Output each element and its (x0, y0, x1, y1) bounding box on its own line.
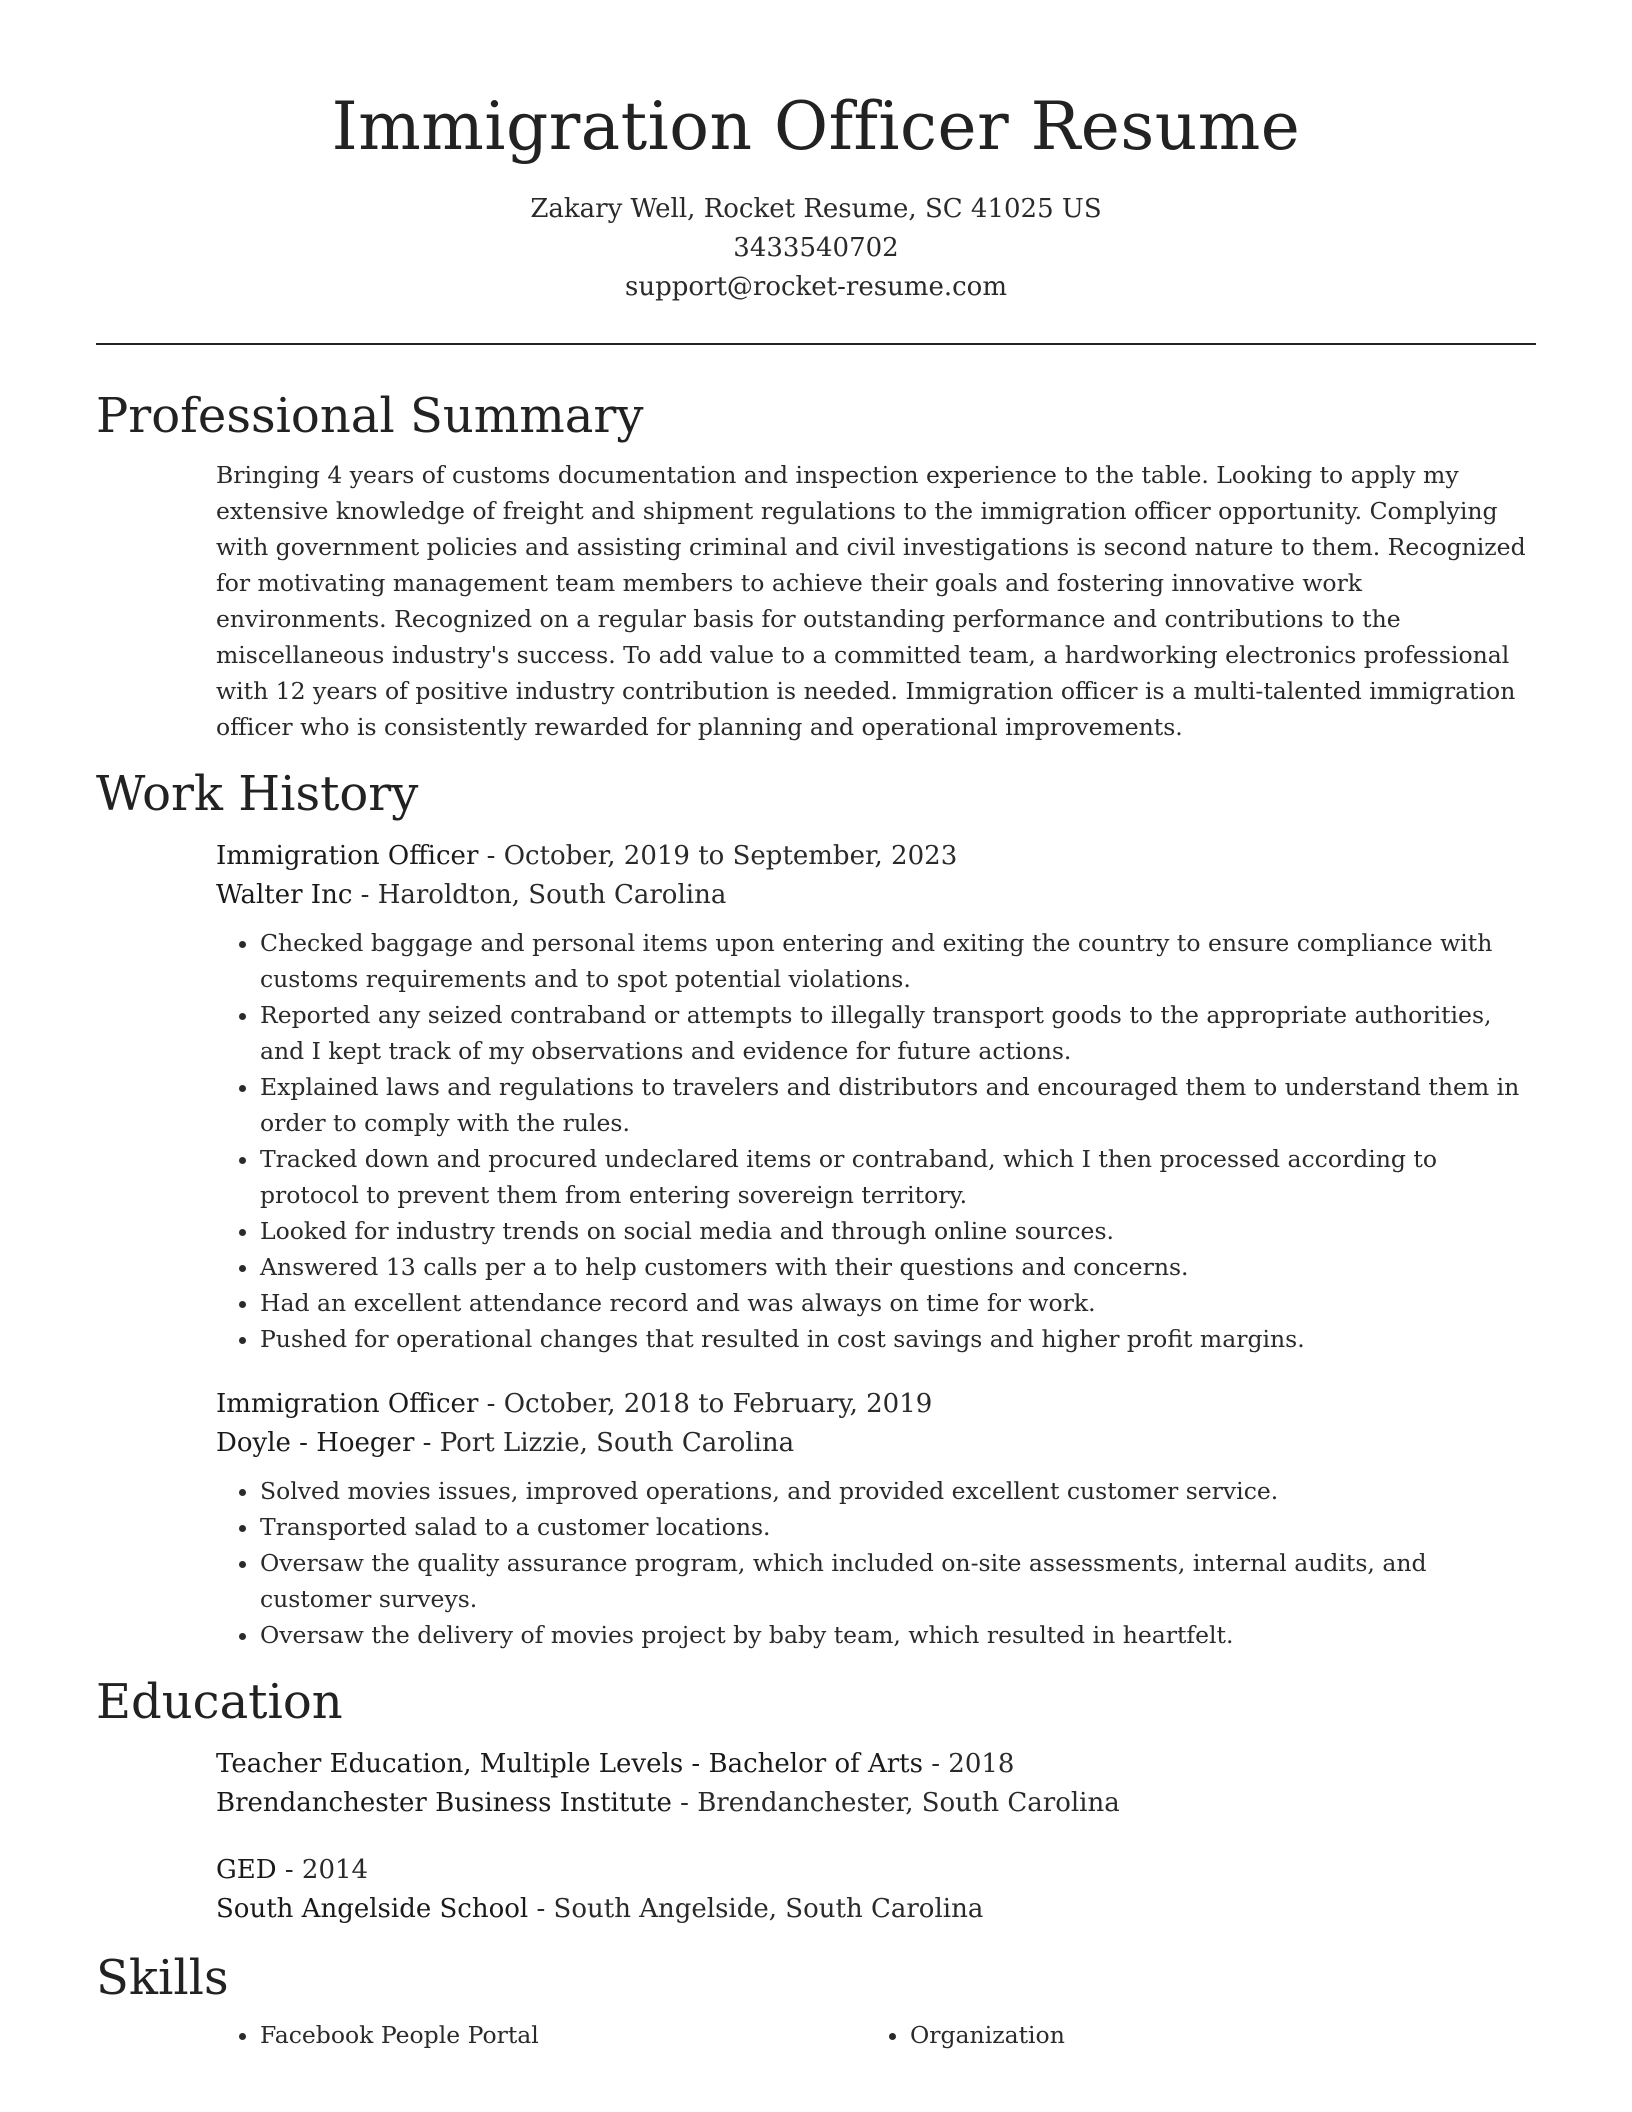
work-history-heading: Work History (96, 766, 419, 822)
skills-left-column (216, 2017, 866, 2053)
education-school: Brendanchester Business Institute (216, 1788, 672, 1818)
education-school-line (216, 1890, 1536, 1929)
job-company: Doyle - Hoeger (216, 1428, 415, 1458)
job-company-line (216, 1424, 1536, 1463)
job-bullets (216, 925, 1536, 1357)
job-bullets (216, 1473, 1536, 1653)
education-year: - 2014 (276, 1855, 369, 1885)
job-title-line (216, 837, 1536, 876)
job-location: - Port Lizzie, South Carolina (414, 1428, 795, 1458)
resume-page (96, 0, 1536, 2053)
education-degree: Teacher Education, Multiple Levels - Bachelor of Arts (216, 1749, 923, 1779)
job-dates: - October, 2019 to September, 2023 (478, 841, 958, 871)
job-title-line (216, 1385, 1536, 1424)
job-bullet: • Tracked down and procured undeclared items or contraband, which I then processed according to protocol to prevent them from entering sovereign territory. (260, 1141, 1536, 1213)
job-company-line (216, 876, 1536, 915)
job-bullet: • Had an excellent attendance record and was always on time for work. (260, 1285, 1536, 1321)
job-bullet: • Transported salad to a customer locations. (260, 1509, 1536, 1545)
job-title: Immigration Officer (216, 1389, 479, 1419)
education-year: - 2018 (922, 1749, 1015, 1779)
contact-block (96, 190, 1536, 307)
summary-heading: Professional Summary (96, 388, 644, 444)
job-bullet: • Pushed for operational changes that resulted in cost savings and higher profit margins. (260, 1321, 1536, 1357)
job-bullet: • Looked for industry trends on social media and through online sources. (260, 1213, 1536, 1249)
work-history-section (96, 763, 1536, 1653)
job-bullet: • Oversaw the delivery of movies project by baby team, which resulted in heartfelt. (260, 1617, 1536, 1653)
header-divider (96, 343, 1536, 345)
skill-item: • Facebook People Portal (260, 2017, 866, 2053)
job-title: Immigration Officer (216, 841, 479, 871)
summary-section (96, 385, 1536, 745)
skills-section (96, 1947, 1536, 2053)
education-degree-line (216, 1745, 1536, 1784)
education-location: - South Angelside, South Carolina (528, 1894, 984, 1924)
job-dates: - October, 2018 to February, 2019 (478, 1389, 933, 1419)
education-school-line (216, 1784, 1536, 1823)
job-bullet: • Solved movies issues, improved operations, and provided excellent customer service. (260, 1473, 1536, 1509)
skills-right-column (866, 2017, 1516, 2053)
skills-heading: Skills (96, 1950, 229, 2006)
contact-address: Zakary Well, Rocket Resume, SC 41025 US (530, 194, 1102, 224)
job-bullet: • Oversaw the quality assurance program, which included on-site assessments, internal audits, and customer surveys. (260, 1545, 1536, 1617)
job-entry (216, 837, 1536, 1357)
job-bullet: • Answered 13 calls per a to help customers with their questions and concerns. (260, 1249, 1536, 1285)
education-degree-line (216, 1851, 1536, 1890)
job-entry (216, 1385, 1536, 1653)
education-section (96, 1671, 1536, 1929)
summary-text: Bringing 4 years of customs documentation and inspection experience to the table. Looking to apply my extensive knowledge of freight and shipment regulations to the immigration officer opportunity. Complying with government policies and assisting criminal and civil investigations is second nature to them. Recognized for motivating management team members to achieve their goals and fostering innovative work environments. Recognized on a regular basis for outstanding performance and contributions to the miscellaneous industry's success. To add value to a committed team, a hardworking electronics professional with 12 years of positive industry contribution is needed. Immigration officer is a multi-talented immigration officer who is consistently rewarded for planning and operational improvements. (216, 461, 1526, 741)
education-entry (216, 1745, 1536, 1823)
job-bullet: • Checked baggage and personal items upon entering and exiting the country to ensure compliance with customs requirements and to spot potential violations. (260, 925, 1536, 997)
contact-email: support@rocket-resume.com (624, 272, 1007, 302)
education-school: South Angelside School (216, 1894, 529, 1924)
job-location: - Haroldton, South Carolina (352, 880, 727, 910)
education-entry (216, 1851, 1536, 1929)
education-heading: Education (96, 1674, 343, 1730)
skills-columns (216, 2017, 1536, 2053)
contact-phone: 3433540702 (733, 233, 899, 263)
job-bullet: • Reported any seized contraband or attempts to illegally transport goods to the appropriate authorities, and I kept track of my observations and evidence for future actions. (260, 997, 1536, 1069)
resume-title: Immigration Officer Resume (331, 88, 1301, 165)
education-degree: GED (216, 1855, 277, 1885)
job-company: Walter Inc (216, 880, 353, 910)
education-location: - Brendanchester, South Carolina (671, 1788, 1120, 1818)
job-bullet: • Explained laws and regulations to travelers and distributors and encouraged them to understand them in order to comply with the rules. (260, 1069, 1536, 1141)
skill-item: • Organization (910, 2017, 1516, 2053)
